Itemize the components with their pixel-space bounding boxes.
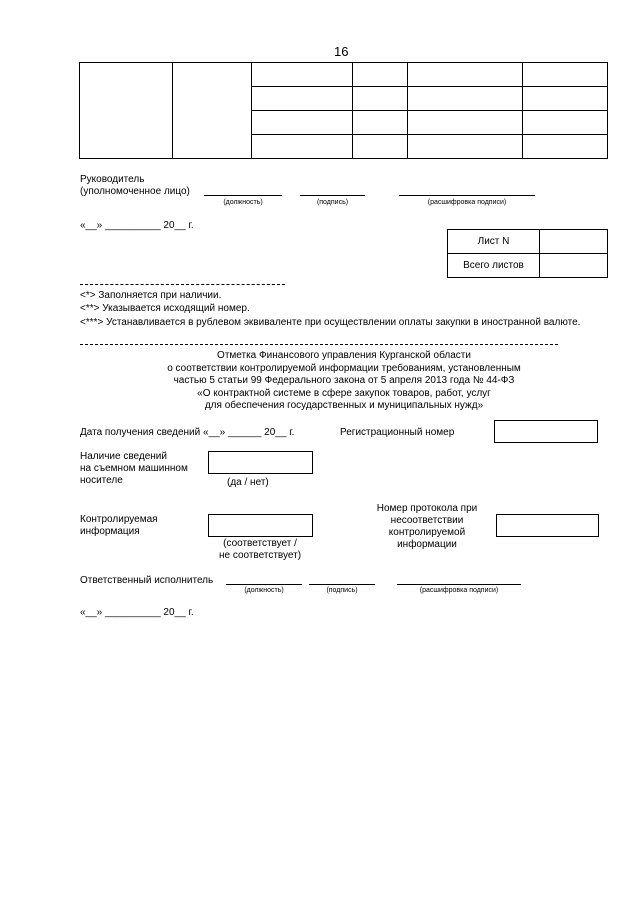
controlled-hint [208, 538, 312, 562]
media-label-2: на съемном машинном [80, 463, 188, 474]
executor-decode-line[interactable] [397, 584, 521, 585]
sheet-n-label: Лист N [448, 230, 540, 254]
protocol-label-2: несоответствии [390, 515, 464, 526]
sheet-n-value[interactable] [540, 230, 608, 254]
head-sublabel: (уполномоченное лицо) [80, 186, 190, 197]
table-cell [408, 87, 523, 111]
reg-number-label: Регистрационный номер [340, 427, 455, 438]
page-number: 16 [334, 44, 349, 59]
executor-decode-caption: (расшифровка подписи) [419, 587, 499, 594]
table-cell [252, 87, 353, 111]
controlled-input[interactable] [208, 514, 313, 537]
controlled-hint-2: не соответствует) [218, 550, 302, 561]
table-cell [353, 111, 408, 135]
protocol-label [366, 503, 488, 551]
mark-line-4: «О контрактной системе в сфере закупок товаров, работ, услуг [197, 387, 491, 399]
table-cell [353, 135, 408, 159]
table-cell [408, 135, 523, 159]
controlled-label-2: информация [80, 526, 140, 537]
executor-position-line[interactable] [226, 584, 302, 585]
mark-heading [80, 350, 608, 413]
footnote-3: <***> Устанавливается в рублевом эквиваленте при осуществлении оплаты закупки в иностранной валюте. [80, 317, 581, 328]
media-label-1: Наличие сведений [80, 451, 167, 462]
date-received-label: Дата получения сведений «__» ______ 20__ г. [80, 427, 295, 438]
table-cell [173, 63, 252, 159]
footnote-2: <**> Указывается исходящий номер. [80, 303, 250, 314]
section-separator [80, 344, 558, 345]
controlled-label [80, 514, 158, 538]
media-input[interactable] [208, 451, 313, 474]
mark-line-5: для обеспечения государственных и муниципальных нужд» [204, 400, 484, 411]
protocol-label-3: контролируемой [388, 527, 466, 538]
table-cell [353, 63, 408, 87]
footnote-separator [80, 284, 285, 285]
protocol-input[interactable] [496, 514, 599, 537]
decode-caption: (расшифровка подписи) [427, 199, 507, 206]
table-cell [80, 63, 173, 159]
executor-label: Ответственный исполнитель [80, 575, 214, 586]
controlled-hint-1: (соответствует / [223, 538, 297, 549]
signature-line[interactable] [300, 195, 365, 196]
sign-caption: (подпись) [316, 199, 349, 206]
data-table [79, 62, 608, 159]
table-cell [353, 87, 408, 111]
sheets-total-label: Всего листов [448, 254, 540, 278]
date-line: «__» __________ 20__ г. [80, 220, 194, 231]
reg-number-input[interactable] [494, 420, 598, 443]
head-label: Руководитель [80, 174, 145, 185]
footnote-1: <*> Заполняется при наличии. [80, 290, 222, 301]
protocol-label-1: Номер протокола при [376, 503, 478, 514]
controlled-label-1: Контролируемая [80, 514, 158, 525]
executor-date-line: «__» __________ 20__ г. [80, 607, 194, 618]
executor-sign-caption: (подпись) [326, 587, 358, 594]
executor-sign-line[interactable] [309, 584, 375, 585]
table-cell [252, 135, 353, 159]
table-cell [523, 63, 608, 87]
media-label [80, 451, 188, 487]
mark-line-3: частью 5 статьи 99 Федерального закона от 5 апреля 2013 года № 44-ФЗ [173, 375, 515, 386]
table-cell [523, 111, 608, 135]
decode-line[interactable] [399, 195, 535, 196]
table-cell [252, 111, 353, 135]
position-caption: (должность) [223, 199, 263, 206]
sheet-table [447, 229, 608, 278]
executor-position-caption: (должность) [244, 587, 284, 594]
mark-line-1: Отметка Финансового управления Курганской области [217, 350, 471, 361]
table-cell [523, 87, 608, 111]
mark-line-2: о соответствии контролируемой информации требованиям, установленным [167, 362, 521, 374]
media-label-3: носителе [80, 475, 123, 486]
protocol-label-4: информации [397, 539, 457, 550]
position-line[interactable] [204, 195, 282, 196]
sheets-total-value[interactable] [540, 254, 608, 278]
table-cell [408, 111, 523, 135]
media-hint: (да / нет) [227, 477, 269, 488]
table-cell [252, 63, 353, 87]
table-cell [523, 135, 608, 159]
table-cell [408, 63, 523, 87]
